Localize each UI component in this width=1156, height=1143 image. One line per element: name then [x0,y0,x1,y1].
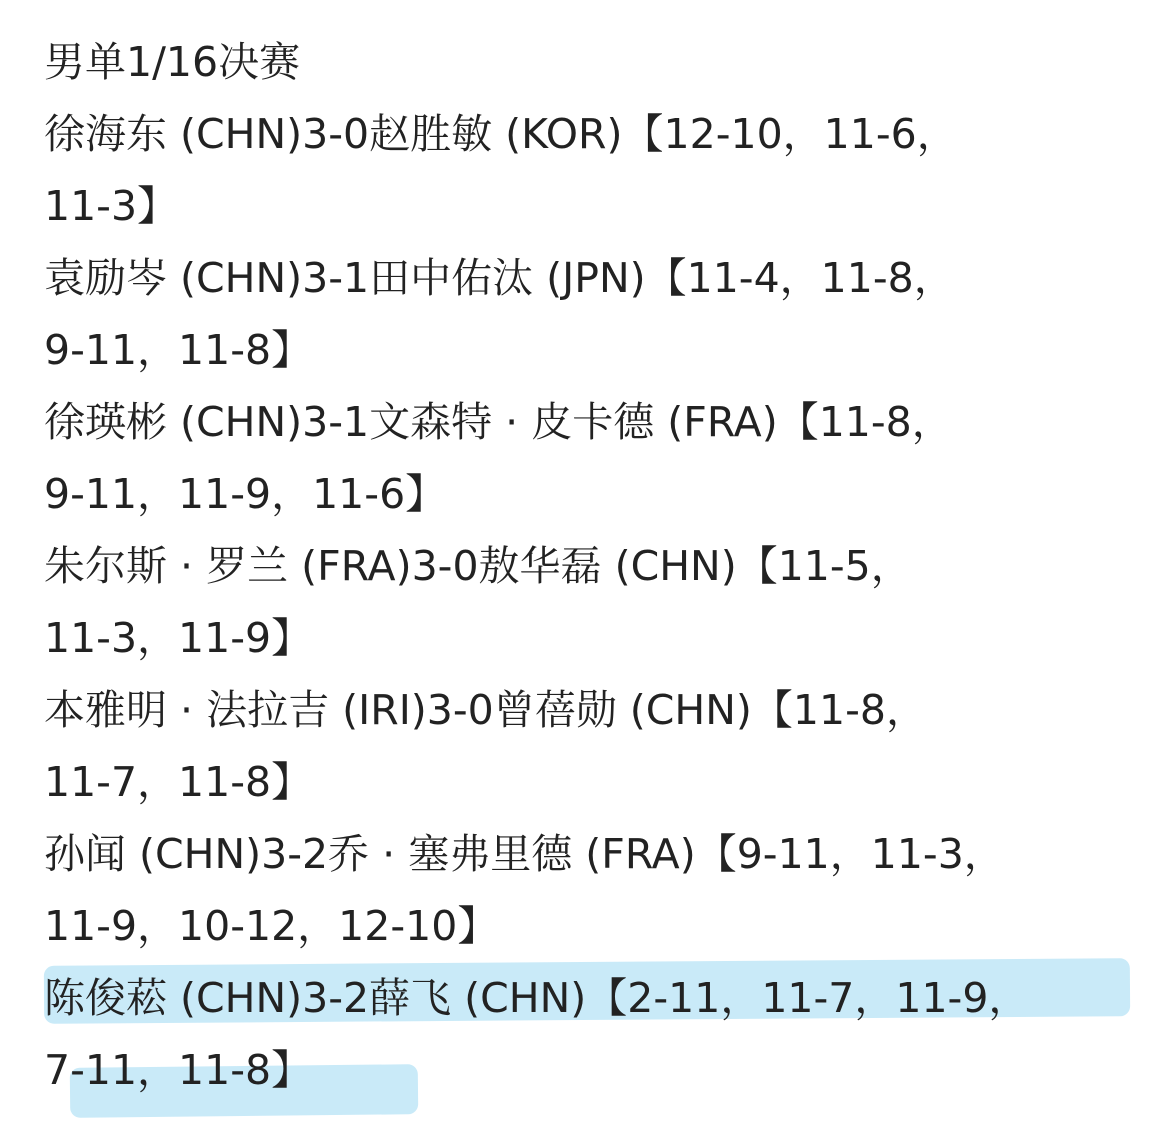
match-line: 孙闻 (CHN)3-2乔 · 塞弗里德 (FRA)【9-11，11-3， [44,830,1005,878]
page-title: 男单1/16决赛 [44,38,301,86]
match-scores-line: 9-11，11-8】 [44,326,313,374]
match-scores-line: 11-9，10-12，12-10】 [44,902,499,950]
note-text [44,26,1134,1106]
match-scores-line: 11-3，11-9】 [44,614,313,662]
match-line: 本雅明 · 法拉吉 (IRI)3-0曾蓓勋 (CHN)【11-8， [44,686,927,734]
match-scores-line: 9-11，11-9，11-6】 [44,470,447,518]
match-scores-line-highlighted: 7-11，11-8】 [44,1046,313,1094]
match-line: 徐瑛彬 (CHN)3-1文森特 · 皮卡德 (FRA)【11-8， [44,398,953,446]
match-line-highlighted: 陈俊菘 (CHN)3-2薛飞 (CHN)【2-11，11-7，11-9， [44,974,1030,1022]
match-line: 徐海东 (CHN)3-0赵胜敏 (KOR)【12-10，11-6， [44,110,958,158]
match-scores-line: 11-3】 [44,182,179,230]
match-line: 朱尔斯 · 罗兰 (FRA)3-0敖华磊 (CHN)【11-5， [44,542,912,590]
match-scores-line: 11-7，11-8】 [44,758,313,806]
match-line: 袁励岑 (CHN)3-1田中佑汰 (JPN)【11-4，11-8， [44,254,955,302]
